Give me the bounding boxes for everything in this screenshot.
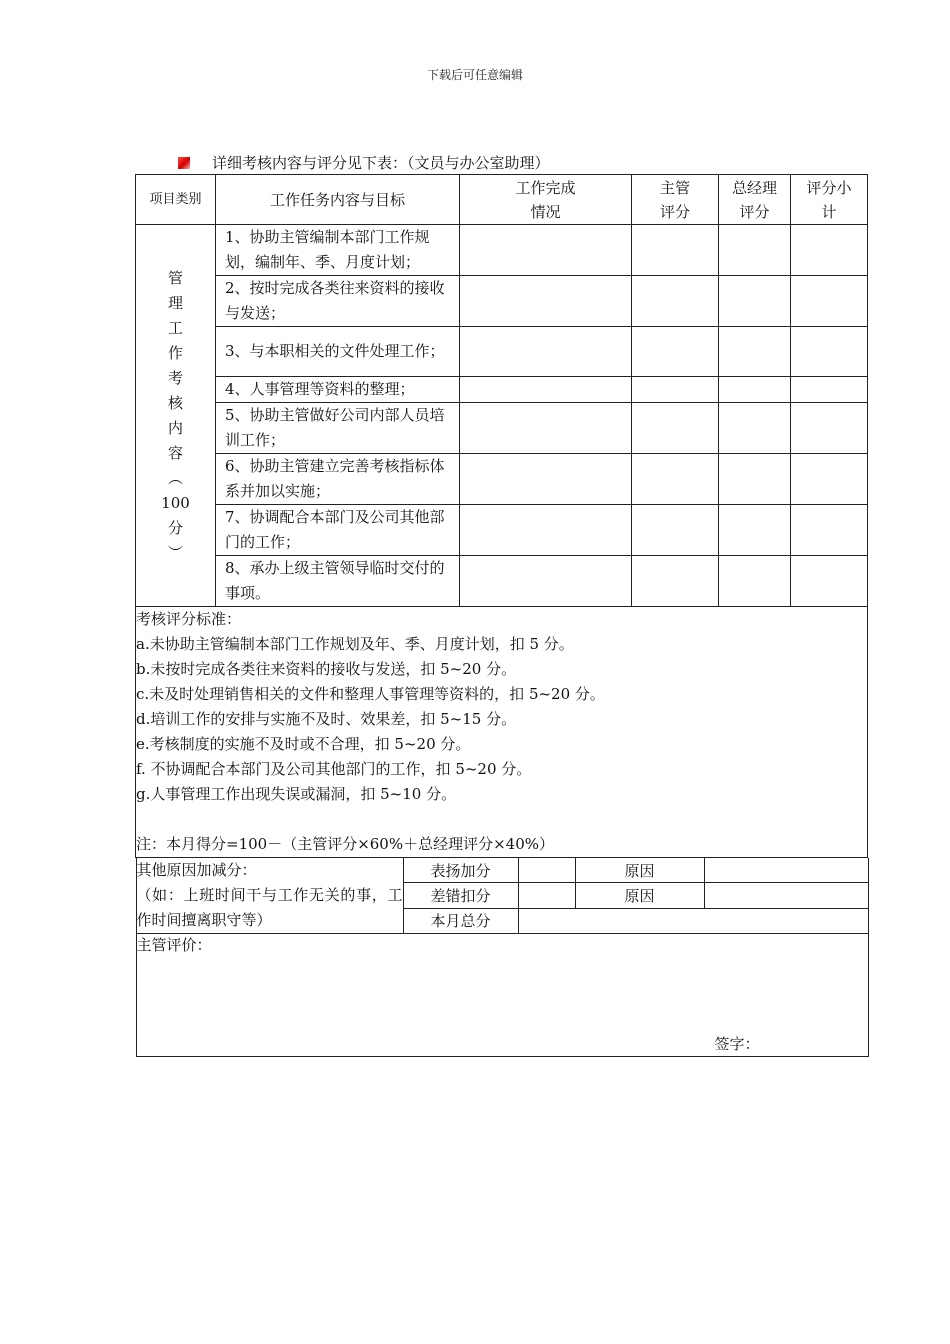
supervisor-score-cell[interactable] xyxy=(632,327,719,377)
task-text: 8、承办上级主管领导临时交付的事项。 xyxy=(216,556,460,607)
subtotal-cell[interactable] xyxy=(791,556,868,607)
completion-cell[interactable] xyxy=(460,505,632,556)
supervisor-score-cell[interactable] xyxy=(632,276,719,327)
task-text: 3、与本职相关的文件处理工作； xyxy=(216,327,460,377)
supervisor-evaluation[interactable] xyxy=(136,934,868,1057)
penalty-label: 差错扣分 xyxy=(403,883,518,908)
task-text: 5、协助主管做好公司内部人员培训工作； xyxy=(216,403,460,454)
gm-score-cell[interactable] xyxy=(719,327,791,377)
completion-cell[interactable] xyxy=(460,327,632,377)
gm-score-cell[interactable] xyxy=(719,454,791,505)
standard-item: b.未按时完成各类往来资料的接收与发送，扣 5~20 分。 xyxy=(136,660,517,678)
task-row xyxy=(136,377,868,403)
gm-score-cell[interactable] xyxy=(719,377,791,403)
standard-item: c.未及时处理销售相关的文件和整理人事管理等资料的，扣 5~20 分。 xyxy=(136,685,605,703)
supervisor-score-cell[interactable] xyxy=(632,505,719,556)
header-completion: 工作完成 情况 xyxy=(460,175,632,225)
penalty-reason-label: 原因 xyxy=(575,883,704,908)
bonus-label: 表扬加分 xyxy=(403,858,518,883)
gm-score-cell[interactable] xyxy=(719,505,791,556)
penalty-reason-cell[interactable] xyxy=(704,883,868,908)
completion-cell[interactable] xyxy=(460,403,632,454)
header-subtotal: 评分小 计 xyxy=(791,175,868,225)
task-text: 7、协调配合本部门及公司其他部门的工作； xyxy=(216,505,460,556)
task-row xyxy=(136,505,868,556)
gm-score-cell[interactable] xyxy=(719,556,791,607)
gm-score-cell[interactable] xyxy=(719,276,791,327)
standard-item: g.人事管理工作出现失误或漏洞，扣 5~10 分。 xyxy=(136,785,457,803)
completion-cell[interactable] xyxy=(460,225,632,276)
header-supervisor-score: 主管 评分 xyxy=(632,175,719,225)
standard-item: d.培训工作的安排与实施不及时、效果差，扣 5~15 分。 xyxy=(136,710,517,728)
supervisor-score-cell[interactable] xyxy=(632,556,719,607)
scoring-standards xyxy=(136,607,868,858)
subtotal-cell[interactable] xyxy=(791,225,868,276)
section-title xyxy=(178,152,550,173)
subtotal-cell[interactable] xyxy=(791,403,868,454)
evaluation-label: 主管评价： xyxy=(136,936,212,954)
header-note: 下载后可任意编辑 xyxy=(426,68,523,82)
task-row xyxy=(136,225,868,276)
task-text: 4、人事管理等资料的整理； xyxy=(216,377,460,403)
subtotal-cell[interactable] xyxy=(791,377,868,403)
header-task: 工作任务内容与目标 xyxy=(216,175,460,225)
task-row xyxy=(136,556,868,607)
gm-score-cell[interactable] xyxy=(719,403,791,454)
bonus-value-cell[interactable] xyxy=(518,858,575,883)
supervisor-score-cell[interactable] xyxy=(632,377,719,403)
task-row xyxy=(136,454,868,505)
task-text: 2、按时完成各类往来资料的接收与发送； xyxy=(216,276,460,327)
header-category: 项目类别 xyxy=(136,175,216,225)
assessment-table xyxy=(135,174,868,1057)
subtotal-cell[interactable] xyxy=(791,327,868,377)
standard-item: a.未协助主管编制本部门工作规划及年、季、月度计划，扣 5 分。 xyxy=(136,635,574,653)
task-text: 6、协助主管建立完善考核指标体系并加以实施； xyxy=(216,454,460,505)
section-title-text: 详细考核内容与评分见下表：（文员与办公室助理） xyxy=(212,154,550,172)
other-reasons-label: 其他原因加减分： （如：上班时间干与工作无关的事，工作时间擅离职守等） xyxy=(136,858,403,934)
standards-title: 考核评分标准： xyxy=(136,610,242,628)
penalty-value-cell[interactable] xyxy=(518,883,575,908)
task-row xyxy=(136,403,868,454)
bonus-reason-label: 原因 xyxy=(575,858,704,883)
total-value-cell[interactable] xyxy=(518,908,868,933)
other-adjustments-table xyxy=(136,858,869,1057)
supervisor-score-cell[interactable] xyxy=(632,225,719,276)
supervisor-score-cell[interactable] xyxy=(632,454,719,505)
standard-item: e.考核制度的实施不及时或不合理，扣 5~20 分。 xyxy=(136,735,471,753)
completion-cell[interactable] xyxy=(460,556,632,607)
header-row xyxy=(136,175,868,225)
subtotal-cell[interactable] xyxy=(791,505,868,556)
standard-item: f. 不协调配合本部门及公司其他部门的工作，扣 5~20 分。 xyxy=(136,760,532,778)
gm-score-cell[interactable] xyxy=(719,225,791,276)
task-row xyxy=(136,276,868,327)
subtotal-cell[interactable] xyxy=(791,276,868,327)
task-row xyxy=(136,327,868,377)
subtotal-cell[interactable] xyxy=(791,454,868,505)
supervisor-score-cell[interactable] xyxy=(632,403,719,454)
completion-cell[interactable] xyxy=(460,377,632,403)
bonus-reason-cell[interactable] xyxy=(704,858,868,883)
completion-cell[interactable] xyxy=(460,276,632,327)
category-cell: 管 理 工 作 考 核 内 容 ︵ 100 分 ︶ xyxy=(136,225,216,607)
header-gm-score: 总经理 评分 xyxy=(719,175,791,225)
signature-label: 签字： xyxy=(714,1035,760,1053)
task-text: 1、协助主管编制本部门工作规划，编制年、季、月度计划； xyxy=(216,225,460,276)
bullet-icon xyxy=(178,157,190,169)
standards-row xyxy=(136,607,868,858)
total-label: 本月总分 xyxy=(403,908,518,933)
completion-cell[interactable] xyxy=(460,454,632,505)
score-formula-note: 注：本月得分=100－（主管评分×60%＋总经理评分×40%） xyxy=(136,835,555,853)
